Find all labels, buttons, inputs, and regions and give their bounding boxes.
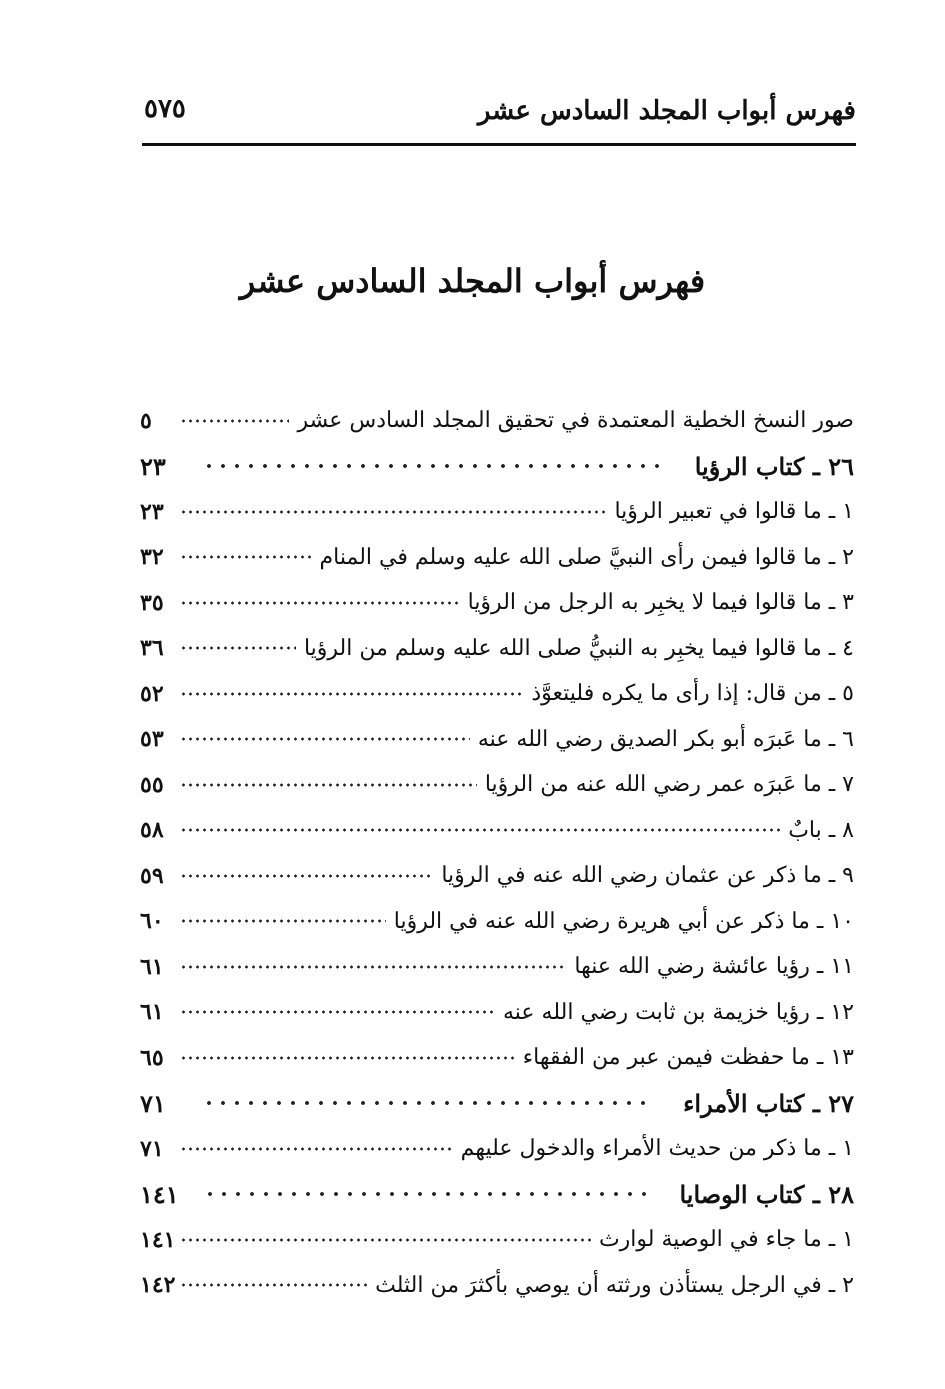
- toc-entry: [140, 944, 854, 990]
- toc-entry: [140, 398, 854, 444]
- toc-page-number: ٦١: [140, 999, 164, 1026]
- page-number: ٥٧٥: [144, 94, 186, 124]
- toc-page-number: ٣٢: [140, 544, 164, 571]
- toc-page-number: ٦١: [140, 953, 164, 980]
- page-title: فهرس أبواب المجلد السادس عشر: [239, 262, 706, 300]
- dot-leader: [180, 870, 433, 882]
- toc-entry: [140, 990, 854, 1036]
- toc-entry: [140, 808, 854, 854]
- header-rule: [142, 143, 856, 146]
- toc-page-number: ١٤١: [140, 1179, 179, 1209]
- toc-page-number: ٧١: [140, 1135, 164, 1162]
- toc-entry-title: ١٣ ـ ما حفظت فيمن عبر من الفقهاء: [522, 1045, 854, 1071]
- toc-entry-title: ٥ ـ من قال: إذا رأى ما يكره فليتعوَّذ: [531, 681, 854, 707]
- dot-leader: [180, 824, 780, 836]
- toc-entry-title: ٨ ـ بابٌ: [788, 817, 854, 843]
- dot-leader: [180, 733, 470, 745]
- toc-page-number: ٦٥: [140, 1044, 164, 1071]
- toc-entry: [140, 1035, 854, 1081]
- toc-page-number: ٥٩: [140, 862, 164, 889]
- toc-entry: [140, 1126, 854, 1172]
- toc-entry: [140, 1217, 854, 1263]
- toc-page-number: ٥: [140, 407, 152, 434]
- dot-leader: [180, 642, 296, 654]
- toc-book-heading: [140, 1172, 854, 1218]
- dot-leader: [180, 779, 477, 791]
- dot-leader: [180, 551, 312, 563]
- toc-book-heading: [140, 444, 854, 490]
- toc-entry: [140, 1263, 854, 1309]
- toc-book-heading: [140, 1081, 854, 1127]
- toc-entry: [140, 626, 854, 672]
- running-title: فهرس أبواب المجلد السادس عشر: [477, 96, 856, 126]
- toc-entry-title: ١ ـ ما قالوا في تعبير الرؤيا: [614, 499, 854, 525]
- running-header: [142, 92, 856, 140]
- toc-entry-title: ٢٨ ـ كتاب الوصايا: [679, 1179, 854, 1209]
- toc-entry: [140, 489, 854, 535]
- toc-page-number: ١٤١: [140, 1226, 176, 1253]
- toc-page-number: ٥٣: [140, 726, 164, 753]
- toc-entry-title: ١١ ـ رؤيا عائشة رضي الله عنها: [574, 954, 854, 980]
- toc-page-number: ٣٦: [140, 635, 164, 662]
- toc-entry: [140, 580, 854, 626]
- dot-leader: [180, 1279, 367, 1291]
- dot-leader: [180, 1143, 453, 1155]
- toc-page-number: ١٤٢: [140, 1272, 176, 1299]
- toc-entry-title: ٢ ـ ما قالوا فيمن رأى النبيَّ صلى الله عليه وسلم في المنام: [319, 544, 854, 570]
- dot-leader: [203, 1188, 650, 1200]
- toc-page-number: ٥٨: [140, 817, 164, 844]
- toc-entry-title: ٧ ـ ما عَبرَه عمر رضي الله عنه من الرؤيا: [484, 772, 854, 798]
- toc-entry: [140, 535, 854, 581]
- dot-leader: [202, 460, 665, 472]
- toc-entry-title: ١ ـ ما ذكر من حديث الأمراء والدخول عليهم: [460, 1136, 854, 1162]
- dot-leader: [180, 506, 606, 518]
- toc-entry-title: ١٢ ـ رؤيا خزيمة بن ثابت رضي الله عنه: [503, 999, 854, 1025]
- dot-leader: [180, 688, 523, 700]
- toc-entry-title: ١٠ ـ ما ذكر عن أبي هريرة رضي الله عنه في الرؤيا: [393, 908, 854, 934]
- dot-leader: [180, 1052, 515, 1064]
- dot-leader: [180, 597, 460, 609]
- dot-leader: [180, 961, 566, 973]
- toc-entry: [140, 853, 854, 899]
- dot-leader: [180, 1234, 591, 1246]
- toc-entry: [140, 762, 854, 808]
- toc-page-number: ٢٣: [140, 498, 164, 525]
- dot-leader: [180, 415, 289, 427]
- toc-entry-title: ٤ ـ ما قالوا فيما يخبِر به النبيُّ صلى الله عليه وسلم من الرؤيا: [303, 635, 854, 661]
- toc-page-number: ٥٢: [140, 680, 164, 707]
- dot-leader: [180, 1006, 495, 1018]
- toc-page-number: ٢٣: [140, 451, 166, 481]
- toc-entry-title: ٢٦ ـ كتاب الرؤيا: [694, 451, 854, 481]
- toc-page-number: ٦٠: [140, 908, 164, 935]
- dot-leader: [180, 915, 386, 927]
- toc-entry: [140, 671, 854, 717]
- toc-entry: [140, 899, 854, 945]
- dot-leader: [202, 1097, 653, 1109]
- toc-page-number: ٣٥: [140, 589, 164, 616]
- toc-entry-title: ٩ ـ ما ذكر عن عثمان رضي الله عنه في الرؤيا: [441, 863, 854, 889]
- toc-entry-title: ٣ ـ ما قالوا فيما لا يخبِر به الرجل من الرؤيا: [467, 590, 854, 616]
- toc-entry-title: ٦ ـ ما عَبرَه أبو بكر الصديق رضي الله عنه: [477, 726, 854, 752]
- toc-entry-title: ٢ ـ في الرجل يستأذن ورثته أن يوصي بأكثرَ من الثلث: [375, 1272, 854, 1298]
- toc-entry-title: ٢٧ ـ كتاب الأمراء: [683, 1088, 854, 1118]
- toc-entry: [140, 717, 854, 763]
- toc-page-number: ٧١: [140, 1088, 166, 1118]
- toc-page-number: ٥٥: [140, 771, 164, 798]
- table-of-contents: [140, 398, 854, 1308]
- toc-entry-title: ١ ـ ما جاء في الوصية لوارث: [598, 1227, 854, 1253]
- toc-entry-title: صور النسخ الخطية المعتمدة في تحقيق المجلد السادس عشر: [297, 408, 854, 434]
